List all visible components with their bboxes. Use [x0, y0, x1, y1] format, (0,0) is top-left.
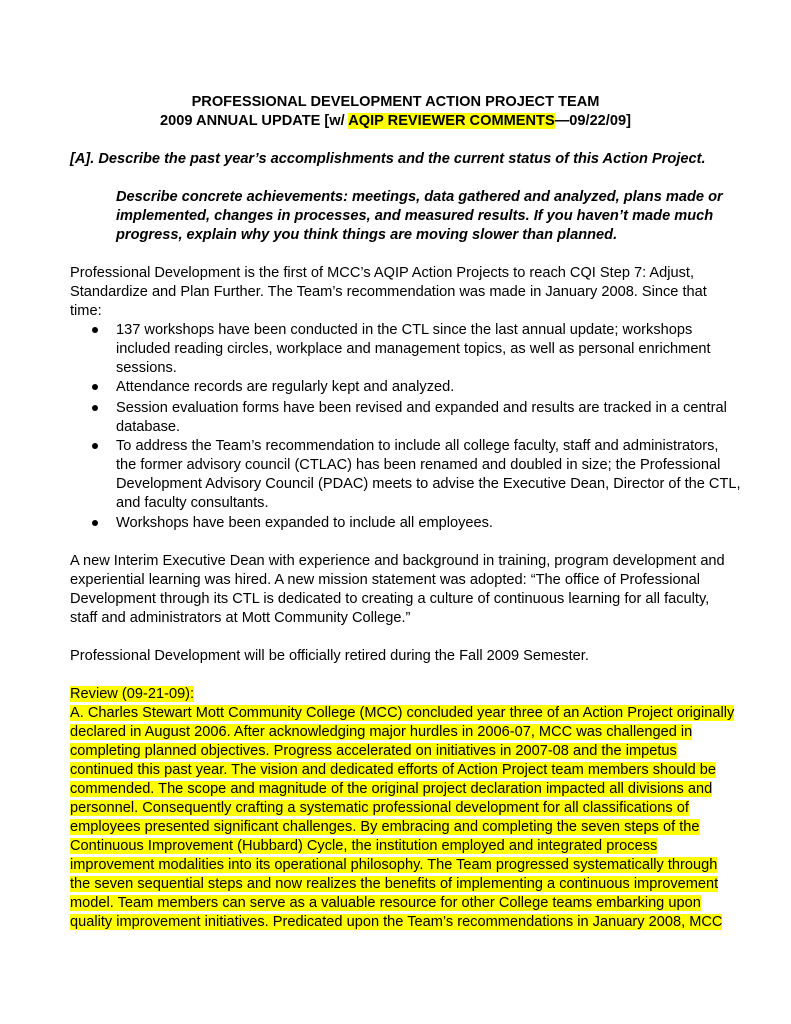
bullet-line: Workshops have been expanded to include all employees.: [116, 515, 493, 531]
review-line-text: employees presented significant challenges. By embracing and completing the seven steps of the: [70, 819, 700, 835]
instruction-line: implemented, changes in processes, and measured results. If you haven’t made much: [116, 208, 714, 224]
paragraph-line: experiential learning was hired. A new mission statement was adopted: “The office of Professional: [70, 572, 701, 588]
review-line-text: A. Charles Stewart Mott Community College (MCC) concluded year three of an Action Project originally: [70, 705, 735, 721]
bullet-line: sessions.: [116, 360, 177, 376]
review-line-text: quality improvement initiatives. Predicated upon the Team’s recommendations in January 2008, MCC: [70, 914, 723, 930]
bullet-line: To address the Team’s recommendation to include all college faculty, staff and administrators,: [116, 438, 719, 454]
review-line-text: continued this past year. The vision and dedicated efforts of Action Project team members should be: [70, 762, 717, 778]
review-line: [70, 837, 657, 856]
review-line-text: completing planned objectives. Progress accelerated on initiatives in 2007-08 and the impetus: [70, 743, 677, 759]
review-heading: [70, 685, 194, 704]
intro-line: Professional Development is the first of MCC’s AQIP Action Projects to reach CQI Step 7: Adjust,: [70, 265, 695, 281]
doc-title-line-2: [0, 112, 791, 131]
review-line-text: the seven sequential steps and now realizes the benefits of implementing a continuous improvement: [70, 876, 719, 892]
title-prefix: 2009 ANNUAL UPDATE [w/: [160, 113, 349, 129]
question-heading: [A]. Describe the past year’s accomplishments and the current status of this Action Project.: [70, 151, 706, 167]
bullet-line: included reading circles, workplace and management topics, as well as personal enrichment: [116, 341, 711, 357]
bullet-dot: [92, 384, 98, 390]
doc-title-line-1: PROFESSIONAL DEVELOPMENT ACTION PROJECT TEAM: [191, 94, 600, 110]
review-line: [70, 913, 722, 932]
intro-line: time:: [70, 303, 102, 319]
review-heading-text: Review (09-21-09):: [70, 686, 195, 702]
bullet-line: database.: [116, 419, 181, 435]
bullet-line: 137 workshops have been conducted in the CTL since the last annual update; workshops: [116, 322, 693, 338]
review-line: [70, 723, 692, 742]
review-line: [70, 894, 701, 913]
review-line: [70, 856, 717, 875]
review-line-text: commended. The scope and magnitude of the original project declaration impacted all divisions and: [70, 781, 713, 797]
review-line: [70, 875, 718, 894]
bullet-line: Development Advisory Council (PDAC) meets to advise the Executive Dean, Director of the CTL,: [116, 476, 741, 492]
paragraph-line: staff and administrators at Mott Community College.”: [70, 610, 411, 626]
bullet-line: Session evaluation forms have been revised and expanded and results are tracked in a central: [116, 400, 727, 416]
retirement-note: Professional Development will be officially retired during the Fall 2009 Semester.: [70, 648, 589, 664]
review-line: [70, 780, 712, 799]
bullet-dot: [92, 520, 98, 526]
review-line: [70, 761, 716, 780]
title-suffix: —09/22/09]: [554, 113, 631, 129]
review-line: [70, 704, 734, 723]
reviewer-comments-highlight: AQIP REVIEWER COMMENTS: [348, 113, 555, 129]
review-line-text: Continuous Improvement (Hubbard) Cycle, the institution employed and integrated process: [70, 838, 658, 854]
instruction-line: Describe concrete achievements: meetings, data gathered and analyzed, plans made or: [116, 189, 723, 205]
bullet-line: Attendance records are regularly kept and analyzed.: [116, 379, 455, 395]
paragraph-line: A new Interim Executive Dean with experience and background in training, program development and: [70, 553, 725, 569]
review-line-text: personnel. Consequently crafting a systematic professional development for all classifications of: [70, 800, 689, 816]
review-line: [70, 799, 689, 818]
review-line-text: model. Team members can serve as a valuable resource for other College teams embarking upon: [70, 895, 701, 911]
review-line: [70, 818, 700, 837]
instruction-line: progress, explain why you think things are moving slower than planned.: [116, 227, 618, 243]
review-line: [70, 742, 677, 761]
bullet-dot: [92, 443, 98, 449]
bullet-line: and faculty consultants.: [116, 495, 269, 511]
bullet-dot: [92, 327, 98, 333]
intro-line: Standardize and Plan Further. The Team’s recommendation was made in January 2008. Since that: [70, 284, 707, 300]
review-line-text: declared in August 2006. After acknowledging major hurdles in 2006-07, MCC was challenged in: [70, 724, 693, 740]
bullet-dot: [92, 405, 98, 411]
bullet-line: the former advisory council (CTLAC) has been renamed and doubled in size; the Professional: [116, 457, 721, 473]
review-line-text: improvement modalities into its operational philosophy. The Team progressed systematically through: [70, 857, 718, 873]
paragraph-line: Development through its CTL is dedicated to creating a culture of continuous learning for all faculty,: [70, 591, 710, 607]
